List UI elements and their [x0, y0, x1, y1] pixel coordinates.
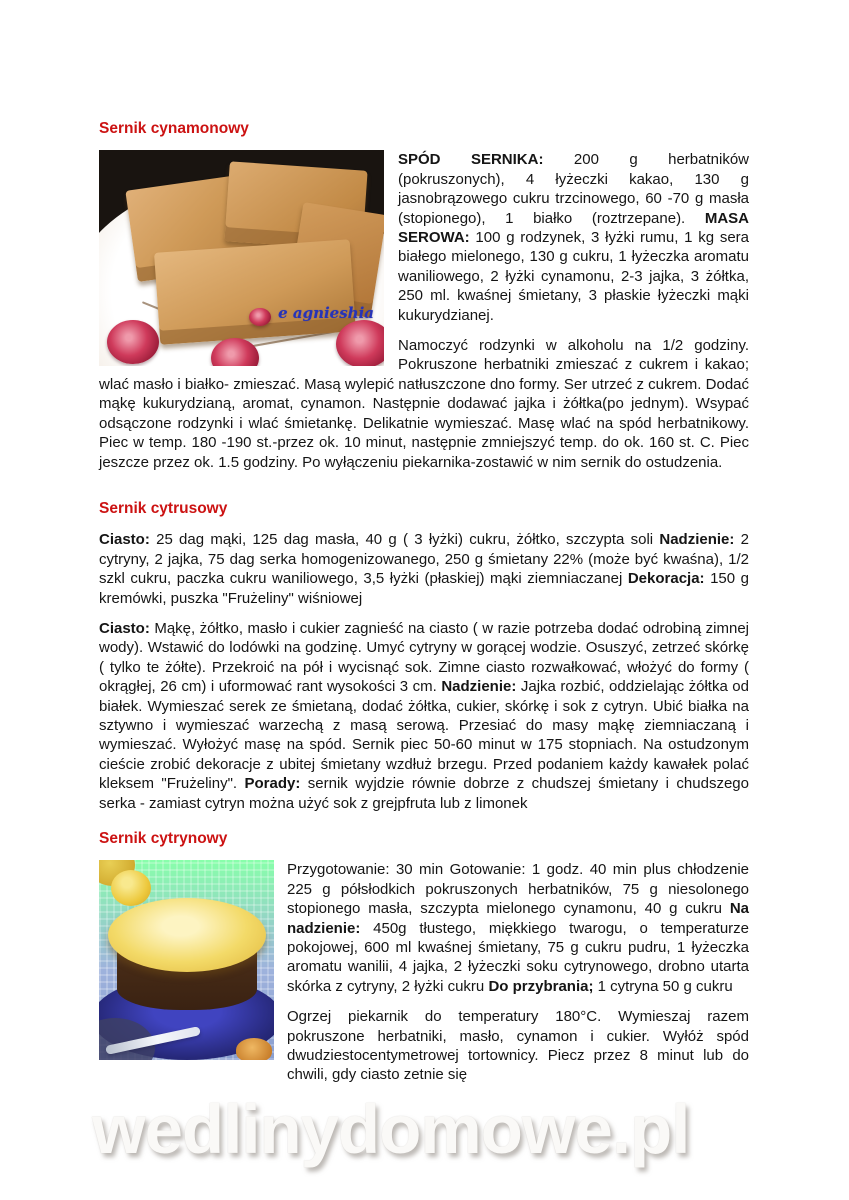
rose-decoration: [336, 320, 384, 366]
section-sernik-cytrynowy: [99, 829, 749, 1096]
cheesecake-piece: [154, 240, 356, 345]
cinnamon-cheesecake-photo: [99, 150, 384, 366]
cheesecake-lemon-topping: [108, 898, 266, 972]
instructions-paragraph: Ogrzej piekarnik do temperatury 180°C. Wymieszaj razem pokruszone herbatniki, masło, cynamon i cukier. Wyłóż spód dwudziestocentymetrowej tortownicy. Piecz przez 8 minut lub do chwili, gdy ciasto zetnie się: [287, 1008, 749, 1084]
section-sernik-cytrusowy: [99, 499, 749, 813]
section-heading: Sernik cytrynowy: [99, 830, 228, 847]
ingredients-paragraph: Ciasto: 25 dag mąki, 125 dag masła, 40 g ( 3 łyżki) cukru, żółtko, szczypta soli Nadzienie: 2 cytryny, 2 jajka, 75 dag serka homogenizowanego, 250 g śmietany 22% (może być kwaśna), 1/2 szkl cukru, paczka cukru waniliowego, 3,5 łyżki (płaskiej) mąki ziemniaczanej Dekoracja: 150 g kremówki, puszka "Frużeliny" wiśniowej: [99, 531, 749, 607]
lemon: [111, 870, 151, 906]
site-watermark: wedlinydomowe.pl: [92, 1091, 690, 1168]
instructions-paragraph: Namoczyć rodzynki w alkoholu na 1/2 godziny. Pokruszone herbatniki zmieszać z cukrem i kakao; wlać masło i białko- zmieszać. Masą wylepić natłuszczone dno formy. Ser utrzeć z cukrem. Dodać mąkę kukurydzianą, aromat, cynamon. Następnie dodawać jajka i żółtka(po jednym). Wsypać odsączone rodzynki i wlać śmietankę. Delikatnie wymieszać. Masę wlać na spód herbatnikowy. Piec w temp. 180 -190 st.-przez ok. 10 minut, następnie zmniejszyć temp. do ok. 160 st. C. Piec jeszcze przez ok. 1.5 godziny. Po wyłączeniu piekarnika-zostawić w nim sernik do ostudzenia.: [99, 337, 749, 471]
ingredients-paragraph: Przygotowanie: 30 min Gotowanie: 1 godz. 40 min plus chłodzenie 225 g półsłodkich pokruszonych herbatników, 75 g niesolonego stopionego masła, szczypta mielonego cynamonu, 40 g cukru Na nadzienie: 450g tłustego, miękkiego twarogu, o temperaturze pokojowej, 600 ml kwaśnej śmietany, 75 g cukru pudru, 1 łyżeczka aromatu wanilii, 4 jajka, 2 łyżeczki soku cytrynowego, drobno utarta skórka z cytryny, 2 łyżki cukru Do przybrania; 1 cytryna 50 g cukru: [287, 861, 749, 995]
section-heading: Sernik cynamonowy: [99, 120, 249, 137]
instructions-paragraph: Ciasto: Mąkę, żółtko, masło i cukier zagnieść na ciasto ( w razie potrzeba dodać odrobiną zimnej wody). Wstawić do lodówki na godzinę. Umyć cytryny w gorącej wodzie. Osuszyć, zetrzeć skórkę ( tylko te żółte). Przekroić na pół i wycisnąć sok. Zimne ciasto rozwałkować, włożyć do formy ( okrągłej, 26 cm) i uformować rant wysokości 3 cm. Nadzienie: Jajka rozbić, oddzielając żółtka od białek. Wymieszać serek ze śmietaną, dodać żółtka, cukier, skórkę i sok z cytryn. Ubić białka na sztywno i wymieszać warzechą z masą serową. Przesiać do masy mąkę ziemniaczaną i wymieszać. Wyłożyć masę na spód. Sernik piec 50-60 minut w 175 stopniach. Na ostudzonym cieście zrobić dekoracje z ubitej śmietany wzdłuż brzegu. Przed podaniem każdy kawałek polać kleksem "Frużeliny". Porady: sernik wyjdzie równie dobrze z chudszej śmietany i chudszego serka - zamiast cytryn można użyć sok z grejpfruta lub z limonek: [99, 619, 749, 812]
photo-author-signature: e agnieshia: [278, 304, 374, 323]
lemon-cheesecake-photo: [99, 860, 274, 1060]
section-heading: Sernik cytrusowy: [99, 499, 228, 517]
wafer-piece: [236, 1038, 272, 1060]
section-sernik-cynamonowy: [99, 119, 749, 483]
document-content: [99, 0, 749, 1096]
ingredients-paragraph: SPÓD SERNIKA: 200 g herbatników (pokruszonych), 4 łyżeczki kakao, 130 g jasnobrązowego cukru trzcinowego, 60 -70 g masła (stopionego), 1 białko (roztrzepane). MASA SEROWA: 100 g rodzynek, 3 łyżki rumu, 1 kg sera białego mielonego, 130 g cukru, 1 łyżeczka aromatu waniliowego, 2 łyżki cynamonu, 2-3 jajka, 3 żółtka, 250 ml. kwaśnej śmietany, 3 płaskie łyżeczki mąki kukurydzianej.: [398, 151, 749, 324]
